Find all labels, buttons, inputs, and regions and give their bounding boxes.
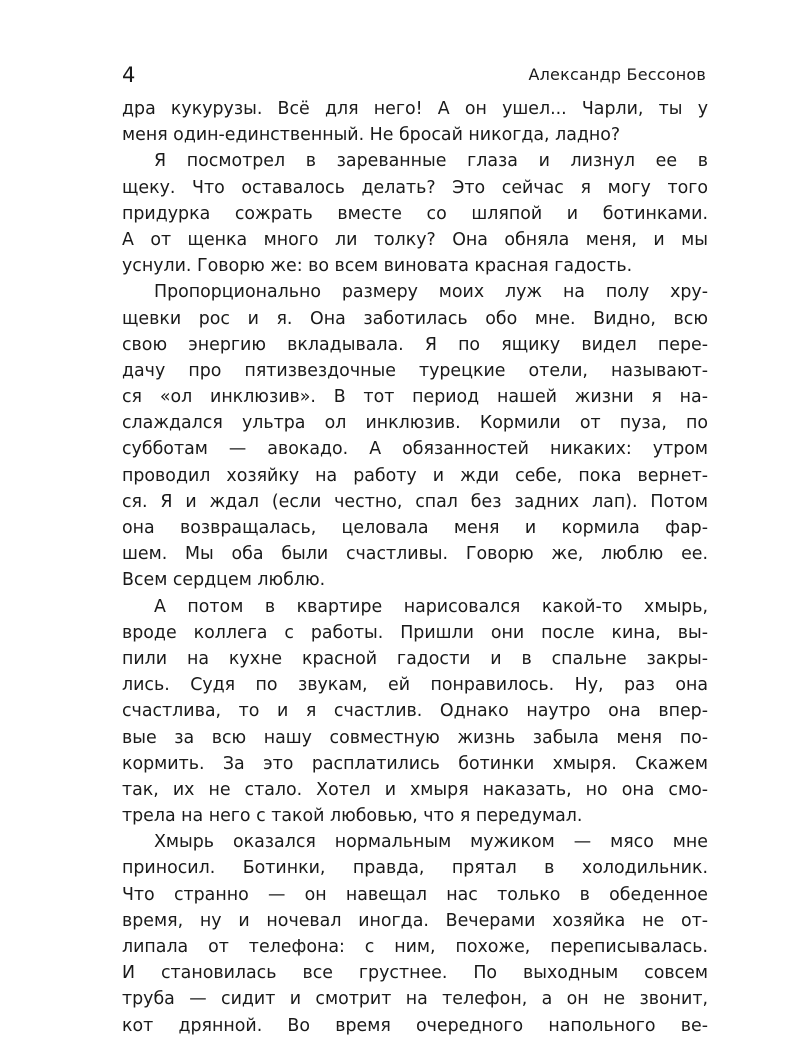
text-line: вроде коллега с работы. Пришли они после кина, вы- [122,622,708,643]
text-line: лись. Судя по звукам, ей понравилось. Ну, раз она [122,675,708,696]
text-line: время, ну и ночевал иногда. Вечерами хозяйка не от- [122,910,708,931]
text-line: Что странно — он навещал нас только в обеденное [122,884,708,905]
text-line: кот дрянной. Во время очередного напольного ве- [122,1015,708,1036]
paragraph-first-line: Хмырь оказался нормальным мужиком — мясо мне [154,832,708,853]
text-line: придурка сожрать вместе со шляпой и ботинками. [122,203,708,224]
text-line: трела на него с такой любовью, что я передумал. [122,806,583,827]
page-number: 4 [122,63,136,87]
text-line: И становилась все грустнее. По выходным совсем [122,963,708,984]
text-line: дра кукурузы. Всё для него! А он ушел... Чарли, ты у [122,99,708,119]
text-line: дачу про пятизвездочные турецкие отели, называют- [122,360,708,381]
text-line: ся «ол инклюзив». В тот период нашей жизни я на- [122,387,708,408]
text-line: приносил. Ботинки, правда, прятал в холодильник. [122,858,708,879]
paragraph-first-line: А потом в квартире нарисовался какой-то хмырь, [154,596,708,617]
text-line: труба — сидит и смотрит на телефон, а он не звонит, [122,989,708,1010]
text-line: меня один-единственный. Не бросай никогда, ладно? [122,125,621,146]
text-line: А от щенка много ли толку? Она обняла меня, и мы [122,229,708,250]
text-line: липала от телефона: с ним, похоже, переписывалась. [122,937,708,957]
running-head-author: Александр Бессонов [528,65,706,84]
text-line: Всем сердцем люблю. [122,570,326,591]
page-header [122,60,706,90]
body-text [122,96,708,1039]
paragraph-first-line: Пропорционально размеру моих луж на полу хру- [154,282,708,303]
text-line: кормить. За это расплатились ботинки хмыря. Скажем [122,753,708,774]
text-line: щевки рос и я. Она заботилась обо мне. Видно, всю [122,308,708,329]
text-line: ся. Я и ждал (если честно, спал без задних лап). Потом [122,491,708,512]
text-line: свою энергию вкладывала. Я по ящику видел пере- [122,334,708,355]
paragraph-first-line: Я посмотрел в зареванные глаза и лизнул ее в [154,151,708,172]
text-line: она возвращалась, целовала меня и кормила фар- [122,518,708,538]
text-line: так, их не стало. Хотел и хмыря наказать, но она смо- [122,779,708,800]
text-line: уснули. Говорю же: во всем виновата красная гадость. [122,256,633,277]
text-line: счастлива, то и я счастлив. Однако наутро она впер- [122,701,708,722]
text-line: шем. Мы оба были счастливы. Говорю же, люблю ее. [122,544,708,565]
text-line: вые за всю нашу совместную жизнь забыла меня по- [122,727,708,748]
text-line: субботам — авокадо. А обязанностей никаких: утром [122,439,708,460]
text-line: слаждался ультра ол инклюзив. Кормили от пуза, по [122,413,708,434]
text-line: щеку. Что оставалось делать? Это сейчас я могу того [122,177,708,198]
text-line: пили на кухне красной гадости и в спальне закры- [122,648,708,669]
text-line: проводил хозяйку на работу и жди себе, пока вернет- [122,465,708,486]
